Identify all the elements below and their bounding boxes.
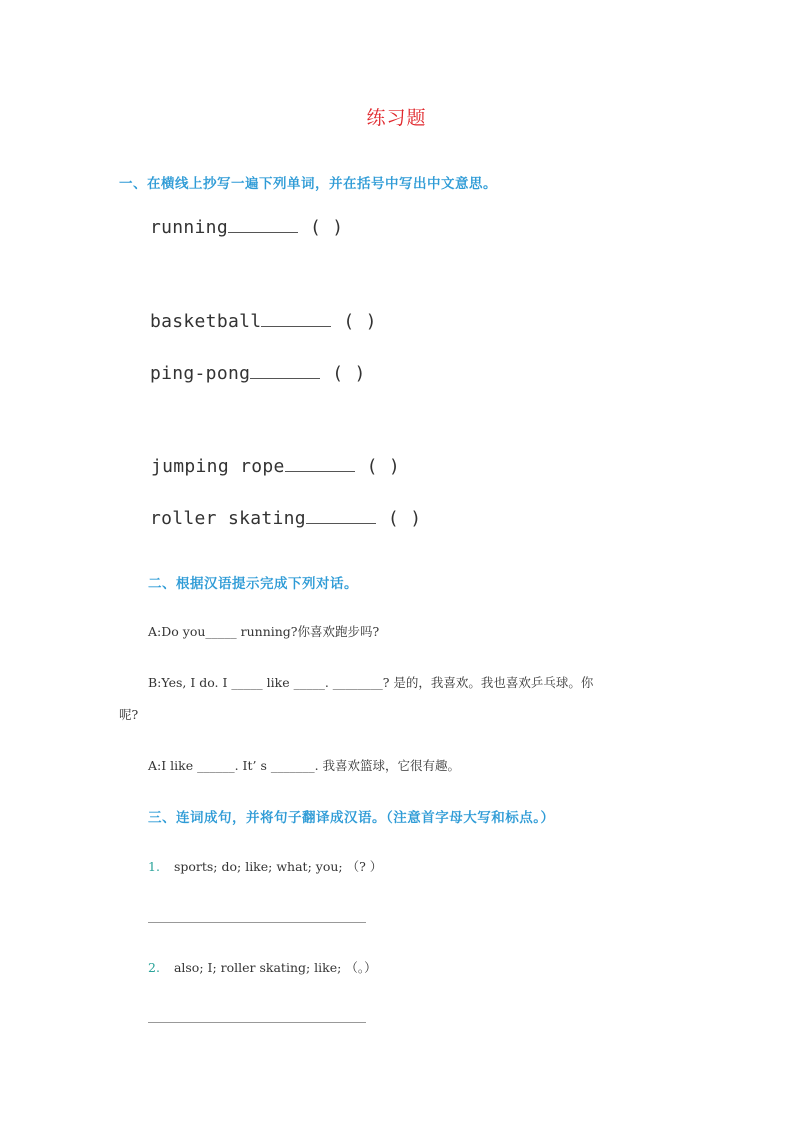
meaning-parentheses[interactable]: ( ) [387, 508, 422, 529]
meaning-parentheses[interactable]: ( ) [332, 363, 366, 384]
word: basketball [150, 311, 262, 332]
section-2-heading: 二、根据汉语提示完成下列对话。 [148, 576, 358, 592]
reorder-item-1 [148, 857, 382, 875]
copy-blank[interactable] [306, 522, 376, 524]
item-number: 2. [148, 960, 160, 975]
dialog-line-b1: B:Yes, I do. I _____ like _____. ________? 是的，我喜欢。我也喜欢乒乓球。你 [148, 675, 594, 690]
reorder-item-2 [148, 958, 377, 976]
answer-line-2[interactable] [148, 1022, 366, 1023]
copy-blank[interactable] [285, 470, 355, 472]
dialog-line-a2: A:I like ______. It’ s _______. 我喜欢篮球，它很有趣。 [148, 758, 461, 773]
meaning-parentheses[interactable]: ( ) [343, 311, 377, 332]
word: jumping rope [151, 456, 285, 477]
item-words: also; I; roller skating; like; （。） [173, 960, 377, 975]
dialog-line-b1-cont: 呢? [119, 707, 139, 722]
word-item-running [150, 217, 343, 238]
word-item-jumping-rope [151, 456, 400, 477]
section-3-heading: 三、连词成句，并将句子翻译成汉语。（注意首字母大写和标点。） [148, 810, 555, 826]
word: running [150, 217, 228, 238]
word: roller skating [150, 508, 306, 529]
item-number: 1. [148, 859, 160, 874]
word-item-ping-pong [150, 363, 366, 384]
copy-blank[interactable] [261, 325, 331, 327]
word-item-basketball [150, 311, 377, 332]
page-title: 练习题 [366, 107, 427, 129]
copy-blank[interactable] [228, 231, 298, 233]
section-1-heading: 一、在横线上抄写一遍下列单词，并在括号中写出中文意思。 [119, 176, 497, 192]
item-words: sports; do; like; what; you; （? ） [173, 859, 383, 874]
answer-line-1[interactable] [148, 922, 366, 923]
dialog-line-a1: A:Do you_____ running?你喜欢跑步吗? [148, 624, 380, 639]
meaning-parentheses[interactable]: ( ) [309, 217, 344, 238]
meaning-parentheses[interactable]: ( ) [366, 456, 401, 477]
word: ping-pong [150, 363, 251, 384]
copy-blank[interactable] [250, 377, 320, 379]
word-item-roller-skating [150, 508, 421, 529]
